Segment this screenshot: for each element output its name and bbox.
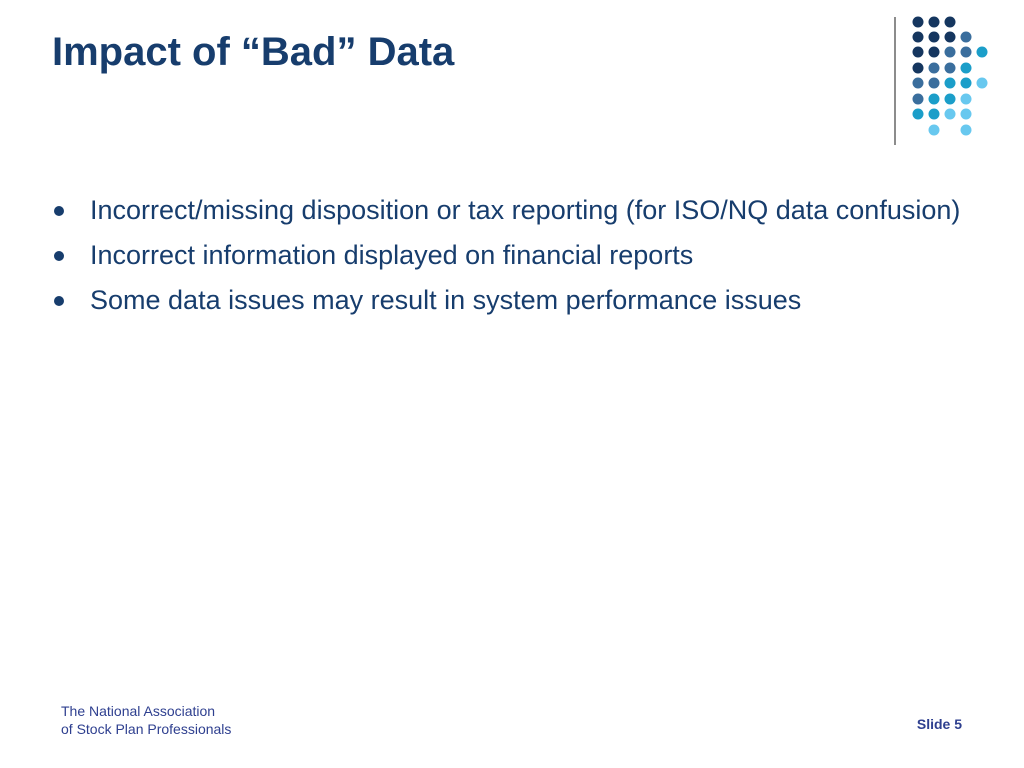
dot [913, 94, 924, 105]
dot [913, 32, 924, 43]
title-divider [894, 17, 896, 145]
bullet-text: Some data issues may result in system performance issues [90, 285, 802, 315]
slide-number: Slide 5 [916, 716, 962, 732]
bullet-item [52, 237, 962, 274]
bullet-text: Incorrect information displayed on financial reports [90, 240, 694, 270]
bullet-text: Incorrect/missing disposition or tax reporting (for ISO/NQ data confusion) [90, 195, 961, 225]
dot [929, 125, 940, 136]
dot [961, 125, 972, 136]
dot [961, 78, 972, 89]
bullet-item [52, 282, 962, 319]
dot [913, 17, 924, 28]
dot [945, 94, 956, 105]
decorative-dot-grid [904, 10, 1004, 140]
dot [945, 78, 956, 89]
dot [913, 63, 924, 74]
dot [945, 63, 956, 74]
bullet-dot-icon [54, 296, 64, 306]
dot [929, 109, 940, 120]
footer-org-line-2: of Stock Plan Professionals [61, 721, 232, 737]
dot [913, 109, 924, 120]
bullet-list [52, 192, 962, 327]
dot [929, 94, 940, 105]
slide-title: Impact of “Bad” Data [52, 30, 455, 74]
dot [961, 63, 972, 74]
dot [945, 109, 956, 120]
dot [961, 47, 972, 58]
dot [913, 78, 924, 89]
dot [913, 47, 924, 58]
bullet-dot-icon [54, 206, 64, 216]
footer-organization [61, 702, 231, 738]
dot [929, 47, 940, 58]
dot [945, 47, 956, 58]
dot [929, 78, 940, 89]
dot [977, 78, 988, 89]
footer-org-line-1: The National Association [61, 703, 216, 719]
dot [961, 109, 972, 120]
dot [945, 17, 956, 28]
bullet-item [52, 192, 962, 229]
dot [961, 32, 972, 43]
dot [945, 32, 956, 43]
dot [977, 47, 988, 58]
dot [929, 32, 940, 43]
bullet-dot-icon [54, 251, 64, 261]
dot [929, 17, 940, 28]
dot [929, 63, 940, 74]
dot [961, 94, 972, 105]
